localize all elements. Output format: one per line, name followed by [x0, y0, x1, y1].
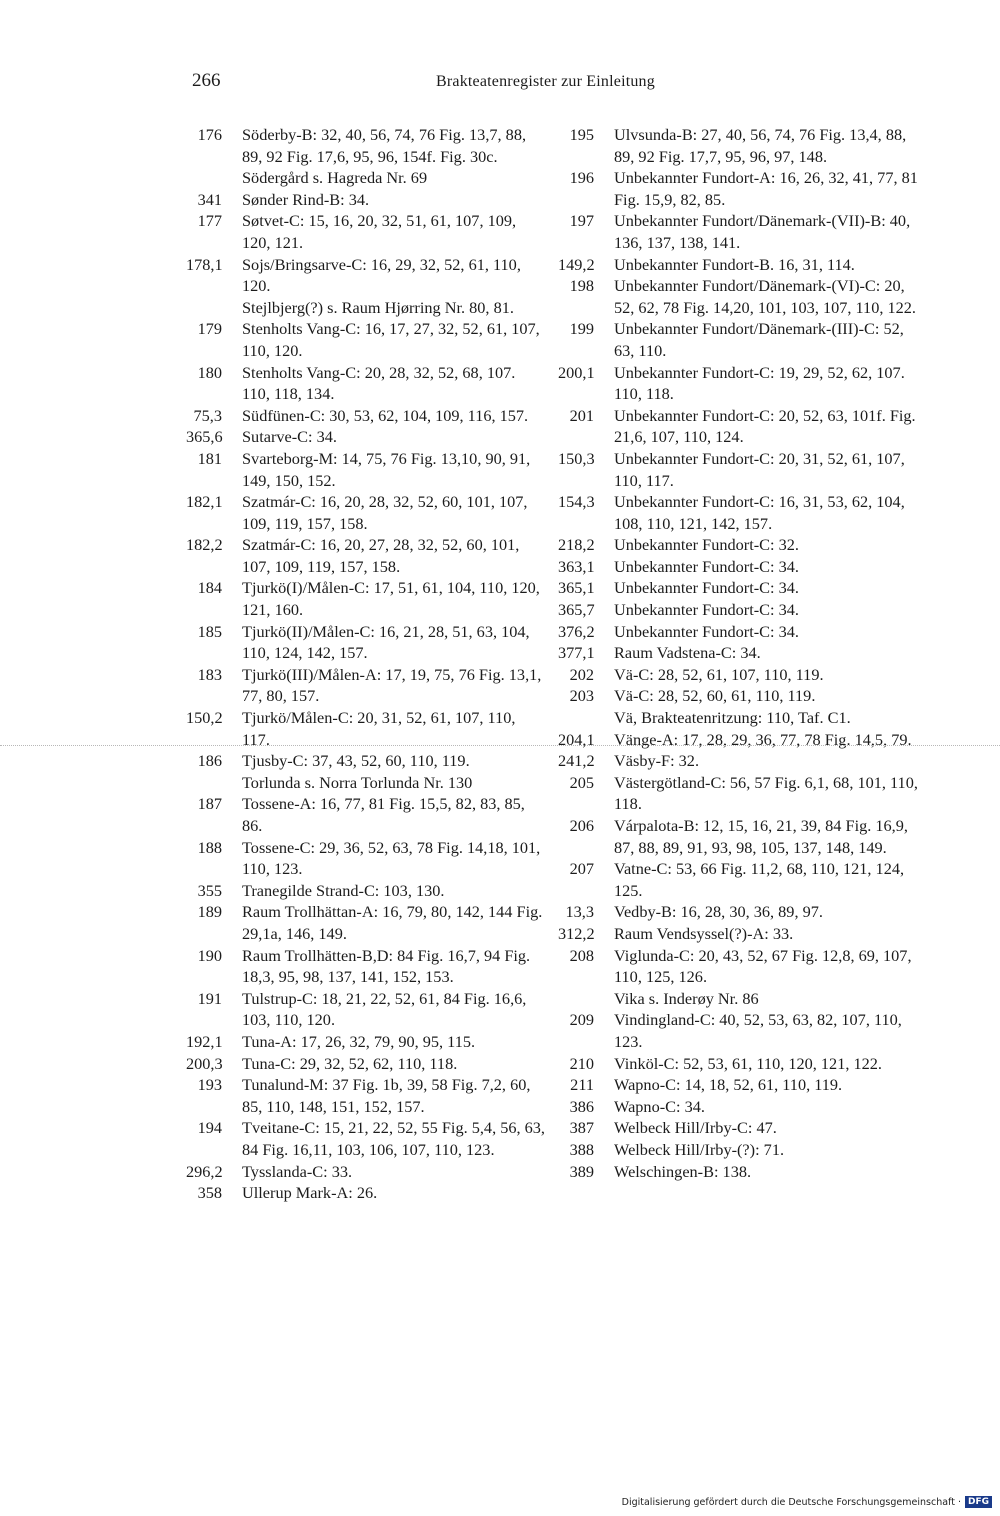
- index-entry: [558, 664, 918, 686]
- entry-text: Unbekannter Fundort-C: 16, 31, 53, 62, 104, 108, 110, 121, 142, 157.: [614, 492, 905, 533]
- entry-text: Tjurkö/Målen-C: 20, 31, 52, 61, 107, 110, 117.: [242, 708, 516, 749]
- entry-text: Unbekannter Fundort-C: 34.: [614, 600, 799, 620]
- entry-text: Vinköl-C: 52, 53, 61, 110, 120, 121, 122.: [614, 1053, 882, 1073]
- entry-text: Unbekannter Fundort-A: 16, 26, 32, 41, 77, 81 Fig. 15,9, 82, 85.: [614, 168, 918, 209]
- entry-number: 198: [569, 276, 594, 296]
- entry-number: 189: [197, 902, 222, 922]
- index-entry: [186, 793, 546, 836]
- index-entry: [558, 577, 918, 599]
- index-entry: [558, 642, 918, 664]
- entry-text: Svarteborg-M: 14, 75, 76 Fig. 13,10, 90, 91, 149, 150, 152.: [242, 448, 531, 490]
- index-entry: [558, 945, 918, 988]
- entry-number: 181: [197, 448, 222, 468]
- entry-number: 197: [569, 211, 594, 231]
- entry-number: 194: [197, 1118, 222, 1138]
- running-title: Brakteatenregister zur Einleitung: [436, 73, 655, 90]
- entry-text: Tysslanda-C: 33.: [242, 1161, 353, 1181]
- entry-text: Ullerup Mark-A: 26.: [242, 1183, 378, 1203]
- index-entry: [558, 448, 918, 491]
- entry-text: Raum Trollhättan-A: 16, 79, 80, 142, 144 Fig. 29,1a, 146, 149.: [242, 902, 543, 943]
- entry-text: Torlunda s. Norra Torlunda Nr. 130: [242, 772, 473, 792]
- entry-text: Vä-C: 28, 52, 61, 107, 110, 119.: [614, 664, 824, 684]
- index-entry: [558, 491, 918, 534]
- entry-number: 182,2: [186, 535, 223, 555]
- entry-text: Szatmár-C: 16, 20, 28, 32, 52, 60, 101, 107, 109, 119, 157, 158.: [242, 492, 528, 533]
- entry-number: 389: [569, 1161, 594, 1181]
- index-entry: [186, 448, 546, 491]
- entry-text: Unbekannter Fundort-C: 34.: [614, 578, 799, 598]
- entry-text: Vä-C: 28, 52, 60, 61, 110, 119.: [614, 686, 816, 706]
- entry-number: 190: [197, 945, 222, 965]
- entry-text: Welschingen-B: 138.: [614, 1161, 752, 1181]
- entry-text: Várpalota-B: 12, 15, 16, 21, 39, 84 Fig. 16,9, 87, 88, 89, 91, 93, 98, 105, 137, 148, 149.: [614, 816, 908, 857]
- index-entry: [186, 988, 546, 1031]
- entry-text: Südfünen-C: 30, 53, 62, 104, 109, 116, 157.: [242, 405, 529, 425]
- entry-number: 184: [197, 578, 222, 598]
- entry-text: Tuna-C: 29, 32, 52, 62, 110, 118.: [242, 1053, 458, 1073]
- entry-number: 341: [197, 189, 222, 209]
- index-entry: [558, 901, 918, 923]
- entry-number: 207: [569, 859, 594, 879]
- index-entry: [558, 858, 918, 901]
- entry-text: Unbekannter Fundort/Dänemark-(VII)-B: 40, 136, 137, 138, 141.: [614, 211, 911, 252]
- index-entry: [558, 1053, 918, 1075]
- entry-number: 183: [197, 664, 222, 684]
- entry-number: 192,1: [186, 1031, 223, 1051]
- entry-text: Raum Vendsyssel(?)-A: 33.: [614, 923, 794, 943]
- entry-number: 150,3: [558, 448, 595, 468]
- index-entry: [558, 1074, 918, 1096]
- page-header: [0, 70, 1000, 100]
- entry-text: Tjurkö(II)/Målen-C: 16, 21, 28, 51, 63, 104, 110, 124, 142, 157.: [242, 621, 530, 663]
- index-entry: [186, 1031, 546, 1053]
- entry-number: 182,1: [186, 492, 223, 512]
- entry-text: Unbekannter Fundort-C: 34.: [614, 556, 799, 576]
- entry-number: 241,2: [558, 751, 595, 771]
- entry-text: Stejlbjerg(?) s. Raum Hjørring Nr. 80, 81.: [242, 297, 514, 317]
- entry-text: Vänge-A: 17, 28, 29, 36, 77, 78 Fig. 14,5, 79.: [614, 729, 912, 749]
- index-entry: [558, 534, 918, 556]
- entry-text: Wapno-C: 14, 18, 52, 61, 110, 119.: [614, 1075, 843, 1095]
- left-column: [186, 124, 546, 1204]
- index-entry: [186, 750, 546, 772]
- index-entry: [186, 491, 546, 534]
- index-entry: [186, 318, 546, 361]
- entry-text: Tjusby-C: 37, 43, 52, 60, 110, 119.: [242, 751, 470, 771]
- entry-text: Unbekannter Fundort/Dänemark-(VI)-C: 20, 52, 62, 78 Fig. 14,20, 101, 103, 107, 110, 122.: [614, 276, 916, 317]
- index-entry: [558, 621, 918, 643]
- entry-text: Sønder Rind-B: 34.: [242, 189, 370, 209]
- entry-text: Stenholts Vang-C: 16, 17, 27, 32, 52, 61, 107, 110, 120.: [242, 319, 540, 360]
- entry-text: Tulstrup-C: 18, 21, 22, 52, 61, 84 Fig. 16,6, 103, 110, 120.: [242, 988, 527, 1030]
- entry-number: 176: [197, 125, 222, 144]
- index-entry: [186, 167, 546, 189]
- footer-credit: Digitalisierung gefördert durch die Deutsche Forschungsgemeinschaft ·: [621, 1496, 961, 1508]
- index-entry: [186, 534, 546, 577]
- entry-text: Unbekannter Fundort/Dänemark-(III)-C: 52, 63, 110.: [614, 319, 904, 360]
- entry-number: 195: [569, 125, 594, 144]
- entry-text: Unbekannter Fundort-C: 20, 31, 52, 61, 107, 110, 117.: [614, 448, 905, 490]
- entry-number: 200,1: [558, 362, 595, 382]
- entry-number: 177: [197, 211, 222, 231]
- entry-text: Welbeck Hill/Irby-(?): 71.: [614, 1139, 785, 1159]
- index-entry: [558, 275, 918, 318]
- entry-number: 377,1: [558, 643, 595, 663]
- entry-text: Sojs/Bringsarve-C: 16, 29, 32, 52, 61, 110, 120.: [242, 254, 521, 296]
- index-entry: [186, 1161, 546, 1183]
- entry-text: Raum Trollhätten-B,D: 84 Fig. 16,7, 94 Fig. 18,3, 95, 98, 137, 141, 152, 153.: [242, 945, 531, 987]
- entry-text: Tjurkö(III)/Målen-A: 17, 19, 75, 76 Fig. 13,1, 77, 80, 157.: [242, 664, 542, 706]
- index-entry: [558, 707, 918, 729]
- entry-text: Vika s. Inderøy Nr. 86: [614, 988, 759, 1008]
- entry-number: [186, 297, 228, 319]
- index-entry: [186, 577, 546, 620]
- entry-text: Welbeck Hill/Irby-C: 47.: [614, 1118, 777, 1138]
- index-entry: [558, 1161, 918, 1183]
- entry-number: 209: [569, 1010, 594, 1030]
- entry-number: 208: [569, 945, 594, 965]
- entry-number: 312,2: [558, 923, 595, 943]
- entry-number: 206: [569, 816, 594, 835]
- entry-number: 202: [569, 664, 594, 684]
- index-entry: [186, 772, 546, 794]
- entry-text: Wapno-C: 34.: [614, 1096, 705, 1116]
- entry-number: [558, 988, 600, 1010]
- entry-text: Vedby-B: 16, 28, 30, 36, 89, 97.: [614, 902, 823, 922]
- page-number: 266: [192, 70, 221, 91]
- entry-text: Søtvet-C: 15, 16, 20, 32, 51, 61, 107, 109, 120, 121.: [242, 211, 517, 252]
- entry-number: 187: [197, 794, 222, 814]
- entry-number: 365,1: [558, 578, 595, 598]
- entry-number: 296,2: [186, 1161, 223, 1181]
- entry-number: 363,1: [558, 556, 595, 576]
- index-entry: [558, 988, 918, 1010]
- footer: [622, 1494, 992, 1510]
- index-entry: [558, 685, 918, 707]
- index-entry: [186, 297, 546, 319]
- index-entry: [558, 599, 918, 621]
- entry-number: 191: [197, 988, 222, 1008]
- index-entry: [558, 556, 918, 578]
- index-entry: [186, 362, 546, 405]
- entry-text: Unbekannter Fundort-C: 32.: [614, 535, 799, 555]
- entry-number: 200,3: [186, 1053, 223, 1073]
- entry-number: 188: [197, 837, 222, 857]
- index-entry: [186, 621, 546, 664]
- entry-number: 201: [569, 405, 594, 425]
- entry-text: Unbekannter Fundort-C: 34.: [614, 621, 799, 641]
- index-entry: [186, 945, 546, 988]
- entry-number: 365,7: [558, 600, 595, 620]
- entry-text: Tranegilde Strand-C: 103, 130.: [242, 880, 445, 900]
- entry-text: Väsby-F: 32.: [614, 751, 700, 771]
- index-entry: [186, 124, 546, 167]
- index-entry: [186, 426, 546, 448]
- index-entry: [186, 901, 546, 944]
- entry-number: 75,3: [193, 405, 222, 425]
- entry-number: [558, 707, 600, 729]
- index-entry: [558, 254, 918, 276]
- entry-number: 210: [569, 1053, 594, 1073]
- index-entry: [186, 707, 546, 750]
- right-column: [558, 124, 918, 1182]
- index-entry: [558, 1139, 918, 1161]
- entry-number: [186, 772, 228, 794]
- entry-text: Vatne-C: 53, 66 Fig. 11,2, 68, 110, 121, 124, 125.: [614, 859, 905, 900]
- entry-text: Tunalund-M: 37 Fig. 1b, 39, 58 Fig. 7,2, 60, 85, 110, 148, 151, 152, 157.: [242, 1075, 531, 1116]
- entry-number: 185: [197, 621, 222, 641]
- entry-number: 388: [569, 1139, 594, 1159]
- index-entry: [186, 880, 546, 902]
- entry-text: Unbekannter Fundort-B. 16, 31, 114.: [614, 254, 855, 274]
- entry-number: 179: [197, 319, 222, 339]
- dotted-divider: [0, 745, 1000, 746]
- entry-number: 211: [570, 1075, 594, 1095]
- index-entry: [558, 210, 918, 253]
- entry-number: 386: [569, 1096, 594, 1116]
- index-entry: [186, 1117, 546, 1160]
- entry-number: 13,3: [565, 902, 594, 922]
- entry-text: Szatmár-C: 16, 20, 27, 28, 32, 52, 60, 101, 107, 109, 119, 157, 158.: [242, 535, 520, 576]
- entry-text: Västergötland-C: 56, 57 Fig. 6,1, 68, 101, 110, 118.: [614, 772, 918, 814]
- index-entry: [186, 210, 546, 253]
- entry-text: Tveitane-C: 15, 21, 22, 52, 55 Fig. 5,4, 56, 63, 84 Fig. 16,11, 103, 106, 107, 110, 123.: [242, 1118, 545, 1159]
- entry-text: Tossene-C: 29, 36, 52, 63, 78 Fig. 14,18, 101, 110, 123.: [242, 837, 541, 879]
- entry-text: Söderby-B: 32, 40, 56, 74, 76 Fig. 13,7, 88, 89, 92 Fig. 17,6, 95, 96, 154f. Fig. 30c.: [242, 125, 527, 166]
- entry-number: 149,2: [558, 254, 595, 274]
- index-entry: [186, 664, 546, 707]
- entry-number: 186: [197, 751, 222, 771]
- index-entry: [558, 815, 918, 858]
- entry-number: 154,3: [558, 492, 595, 512]
- entry-number: 218,2: [558, 535, 595, 555]
- index-entry: [558, 729, 918, 751]
- entry-text: Unbekannter Fundort-C: 20, 52, 63, 101f. Fig. 21,6, 107, 110, 124.: [614, 405, 916, 447]
- index-entry: [558, 362, 918, 405]
- entry-number: 365,6: [186, 427, 223, 447]
- entry-text: Tjurkö(I)/Målen-C: 17, 51, 61, 104, 110, 120, 121, 160.: [242, 578, 540, 620]
- entry-number: 193: [197, 1075, 222, 1095]
- entry-text: Ulvsunda-B: 27, 40, 56, 74, 76 Fig. 13,4, 88, 89, 92 Fig. 17,7, 95, 96, 97, 148.: [614, 125, 907, 166]
- entry-text: Stenholts Vang-C: 20, 28, 32, 52, 68, 107. 110, 118, 134.: [242, 362, 516, 404]
- entry-text: Vindingland-C: 40, 52, 53, 63, 82, 107, 110, 123.: [614, 1010, 902, 1051]
- entry-number: 199: [569, 319, 594, 339]
- entry-number: 203: [569, 686, 594, 706]
- entry-text: Vä, Brakteatenritzung: 110, Taf. C1.: [614, 708, 851, 728]
- index-entry: [558, 1009, 918, 1052]
- index-entry: [558, 318, 918, 361]
- entry-text: Viglunda-C: 20, 43, 52, 67 Fig. 12,8, 69, 107, 110, 125, 126.: [614, 945, 912, 987]
- index-entry: [558, 772, 918, 815]
- entry-number: 196: [569, 168, 594, 188]
- index-entry: [186, 405, 546, 427]
- entry-text: Sutarve-C: 34.: [242, 427, 337, 447]
- index-entry: [558, 167, 918, 210]
- index-entry: [186, 1053, 546, 1075]
- entry-text: Tossene-A: 16, 77, 81 Fig. 15,5, 82, 83, 85, 86.: [242, 794, 525, 835]
- index-entry: [558, 124, 918, 167]
- entry-number: 355: [197, 880, 222, 900]
- index-entry: [186, 254, 546, 297]
- index-entry: [186, 1074, 546, 1117]
- index-entry: [558, 750, 918, 772]
- entry-number: 358: [197, 1183, 222, 1203]
- entry-text: Tuna-A: 17, 26, 32, 79, 90, 95, 115.: [242, 1031, 476, 1051]
- entry-number: 204,1: [558, 729, 595, 749]
- dfg-logo: DFG: [965, 1496, 992, 1508]
- index-entry: [558, 1096, 918, 1118]
- entry-number: [186, 167, 228, 189]
- entry-number: 387: [569, 1118, 594, 1138]
- entry-text: Unbekannter Fundort-C: 19, 29, 52, 62, 107. 110, 118.: [614, 362, 905, 404]
- entry-number: 205: [569, 772, 594, 792]
- entry-number: 178,1: [186, 254, 223, 274]
- entry-number: 376,2: [558, 621, 595, 641]
- entry-text: Södergård s. Hagreda Nr. 69: [242, 168, 428, 188]
- index-entry: [186, 189, 546, 211]
- index-entry: [186, 837, 546, 880]
- index-entry: [558, 1117, 918, 1139]
- entry-number: 150,2: [186, 708, 223, 728]
- index-entry: [558, 405, 918, 448]
- entry-number: 180: [197, 362, 222, 382]
- entry-text: Raum Vadstena-C: 34.: [614, 643, 761, 663]
- index-entry: [558, 923, 918, 945]
- index-entry: [186, 1182, 546, 1204]
